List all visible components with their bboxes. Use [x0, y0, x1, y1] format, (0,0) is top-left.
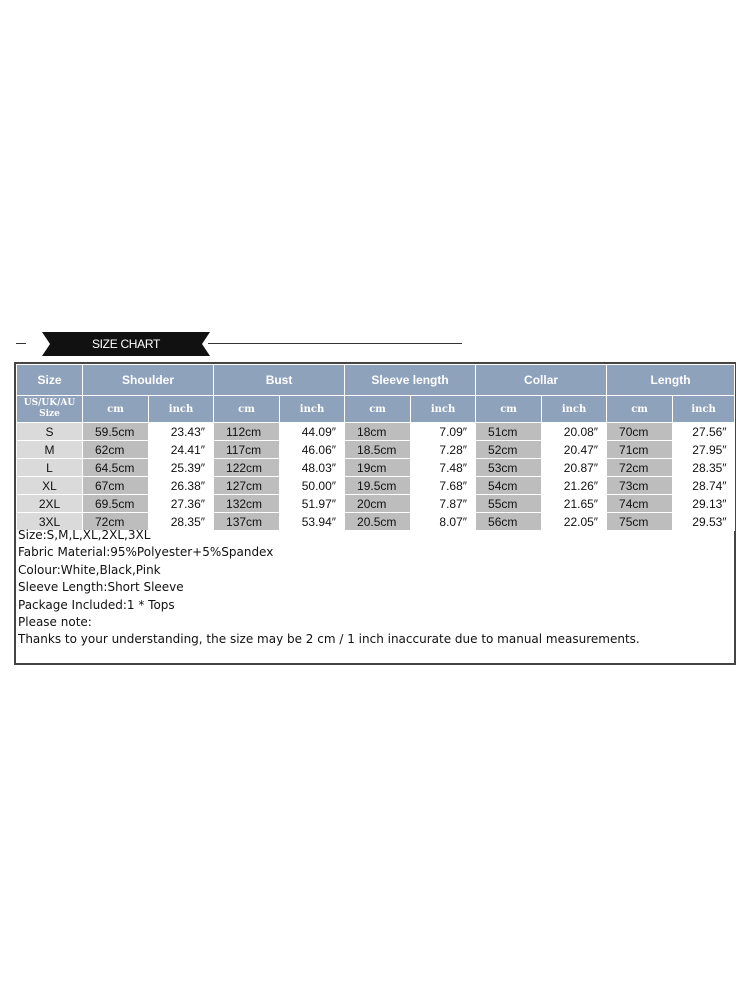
shoulder-cm-cell: 67cm [83, 477, 149, 495]
banner-dash [16, 343, 26, 344]
banner-title: SIZE CHART [91, 337, 161, 351]
unit-inch-header: inch [280, 396, 345, 423]
sleeve-cm-cell: 19cm [345, 459, 411, 477]
region-size-header: US/UK/AU Size [17, 396, 83, 423]
sleeve-inch-cell: 7.09″ [411, 423, 476, 441]
shoulder-inch-cell: 23.43″ [149, 423, 214, 441]
size-header: Size [17, 365, 83, 396]
collar-header: Collar [476, 365, 607, 396]
bust-inch-cell: 48.03″ [280, 459, 345, 477]
collar-cm-cell: 52cm [476, 441, 542, 459]
bust-header: Bust [214, 365, 345, 396]
length-cm-cell: 70cm [607, 423, 673, 441]
collar-inch-cell: 22.05″ [542, 513, 607, 531]
shoulder-cm-cell: 72cm [83, 513, 149, 531]
size-cell: 2XL [17, 495, 83, 513]
note-fabric: Fabric Material:95%Polyester+5%Spandex [18, 545, 274, 560]
note-colour: Colour:White,Black,Pink [18, 562, 161, 577]
table-row [17, 459, 735, 477]
bust-inch-cell: 51.97″ [280, 495, 345, 513]
size-cell: M [17, 441, 83, 459]
length-inch-cell: 28.74″ [673, 477, 735, 495]
note-disclaimer: Thanks to your understanding, the size may be 2 cm / 1 inch inaccurate due to manual measurements. [18, 632, 640, 647]
bust-cm-cell: 117cm [214, 441, 280, 459]
sleeve-inch-cell: 7.87″ [411, 495, 476, 513]
size-table [16, 364, 735, 531]
shoulder-cm-cell: 59.5cm [83, 423, 149, 441]
collar-cm-cell: 56cm [476, 513, 542, 531]
sleeve-inch-cell: 7.68″ [411, 477, 476, 495]
bust-inch-cell: 44.09″ [280, 423, 345, 441]
sleeve-inch-cell: 7.28″ [411, 441, 476, 459]
note-package: Package Included:1 * Tops [18, 597, 175, 612]
size-cell: L [17, 459, 83, 477]
length-inch-cell: 29.53″ [673, 513, 735, 531]
bust-cm-cell: 122cm [214, 459, 280, 477]
note-sizes: Size:S,M,L,XL,2XL,3XL [18, 528, 151, 542]
shoulder-inch-cell: 24.41″ [149, 441, 214, 459]
length-inch-cell: 27.56″ [673, 423, 735, 441]
sleeve-cm-cell: 18.5cm [345, 441, 411, 459]
group-header-row [17, 365, 735, 396]
collar-cm-cell: 51cm [476, 423, 542, 441]
banner-notch-right [202, 332, 210, 356]
sleeve-cm-cell: 20cm [345, 495, 411, 513]
unit-cm-header: cm [476, 396, 542, 423]
unit-header-row [17, 396, 735, 423]
length-cm-cell: 75cm [607, 513, 673, 531]
bust-cm-cell: 132cm [214, 495, 280, 513]
bust-inch-cell: 46.06″ [280, 441, 345, 459]
shoulder-cm-cell: 69.5cm [83, 495, 149, 513]
unit-cm-header: cm [83, 396, 149, 423]
collar-cm-cell: 55cm [476, 495, 542, 513]
collar-inch-cell: 20.47″ [542, 441, 607, 459]
bust-cm-cell: 112cm [214, 423, 280, 441]
length-inch-cell: 28.35″ [673, 459, 735, 477]
table-row [17, 423, 735, 441]
size-cell: S [17, 423, 83, 441]
product-notes [18, 527, 718, 649]
collar-inch-cell: 20.87″ [542, 459, 607, 477]
collar-cm-cell: 54cm [476, 477, 542, 495]
length-cm-cell: 73cm [607, 477, 673, 495]
sleeve-length-header: Sleeve length [345, 365, 476, 396]
length-inch-cell: 29.13″ [673, 495, 735, 513]
sleeve-cm-cell: 19.5cm [345, 477, 411, 495]
shoulder-inch-cell: 27.36″ [149, 495, 214, 513]
unit-cm-header: cm [214, 396, 280, 423]
sleeve-inch-cell: 8.07″ [411, 513, 476, 531]
banner-flag [50, 332, 202, 356]
table-row [17, 477, 735, 495]
unit-cm-header: cm [607, 396, 673, 423]
size-cell: 3XL [17, 513, 83, 531]
length-cm-cell: 74cm [607, 495, 673, 513]
shoulder-cm-cell: 64.5cm [83, 459, 149, 477]
bust-cm-cell: 137cm [214, 513, 280, 531]
unit-inch-header: inch [542, 396, 607, 423]
size-chart-banner [16, 330, 456, 358]
note-please-note: Please note: [18, 615, 92, 630]
shoulder-inch-cell: 26.38″ [149, 477, 214, 495]
sleeve-inch-cell: 7.48″ [411, 459, 476, 477]
shoulder-inch-cell: 25.39″ [149, 459, 214, 477]
shoulder-inch-cell: 28.35″ [149, 513, 214, 531]
unit-inch-header: inch [673, 396, 735, 423]
collar-inch-cell: 21.65″ [542, 495, 607, 513]
unit-inch-header: inch [149, 396, 214, 423]
sleeve-cm-cell: 20.5cm [345, 513, 411, 531]
length-inch-cell: 27.95″ [673, 441, 735, 459]
size-cell: XL [17, 477, 83, 495]
unit-inch-header: inch [411, 396, 476, 423]
size-chart-frame [14, 362, 736, 665]
length-cm-cell: 71cm [607, 441, 673, 459]
length-header: Length [607, 365, 735, 396]
shoulder-cm-cell: 62cm [83, 441, 149, 459]
collar-inch-cell: 20.08″ [542, 423, 607, 441]
length-cm-cell: 72cm [607, 459, 673, 477]
bust-cm-cell: 127cm [214, 477, 280, 495]
unit-cm-header: cm [345, 396, 411, 423]
banner-rule [208, 343, 462, 344]
collar-cm-cell: 53cm [476, 459, 542, 477]
collar-inch-cell: 21.26″ [542, 477, 607, 495]
bust-inch-cell: 50.00″ [280, 477, 345, 495]
table-row [17, 441, 735, 459]
table-row [17, 495, 735, 513]
note-sleeve-length: Sleeve Length:Short Sleeve [18, 580, 184, 595]
shoulder-header: Shoulder [83, 365, 214, 396]
banner-notch-left [42, 332, 50, 356]
bust-inch-cell: 53.94″ [280, 513, 345, 531]
sleeve-cm-cell: 18cm [345, 423, 411, 441]
